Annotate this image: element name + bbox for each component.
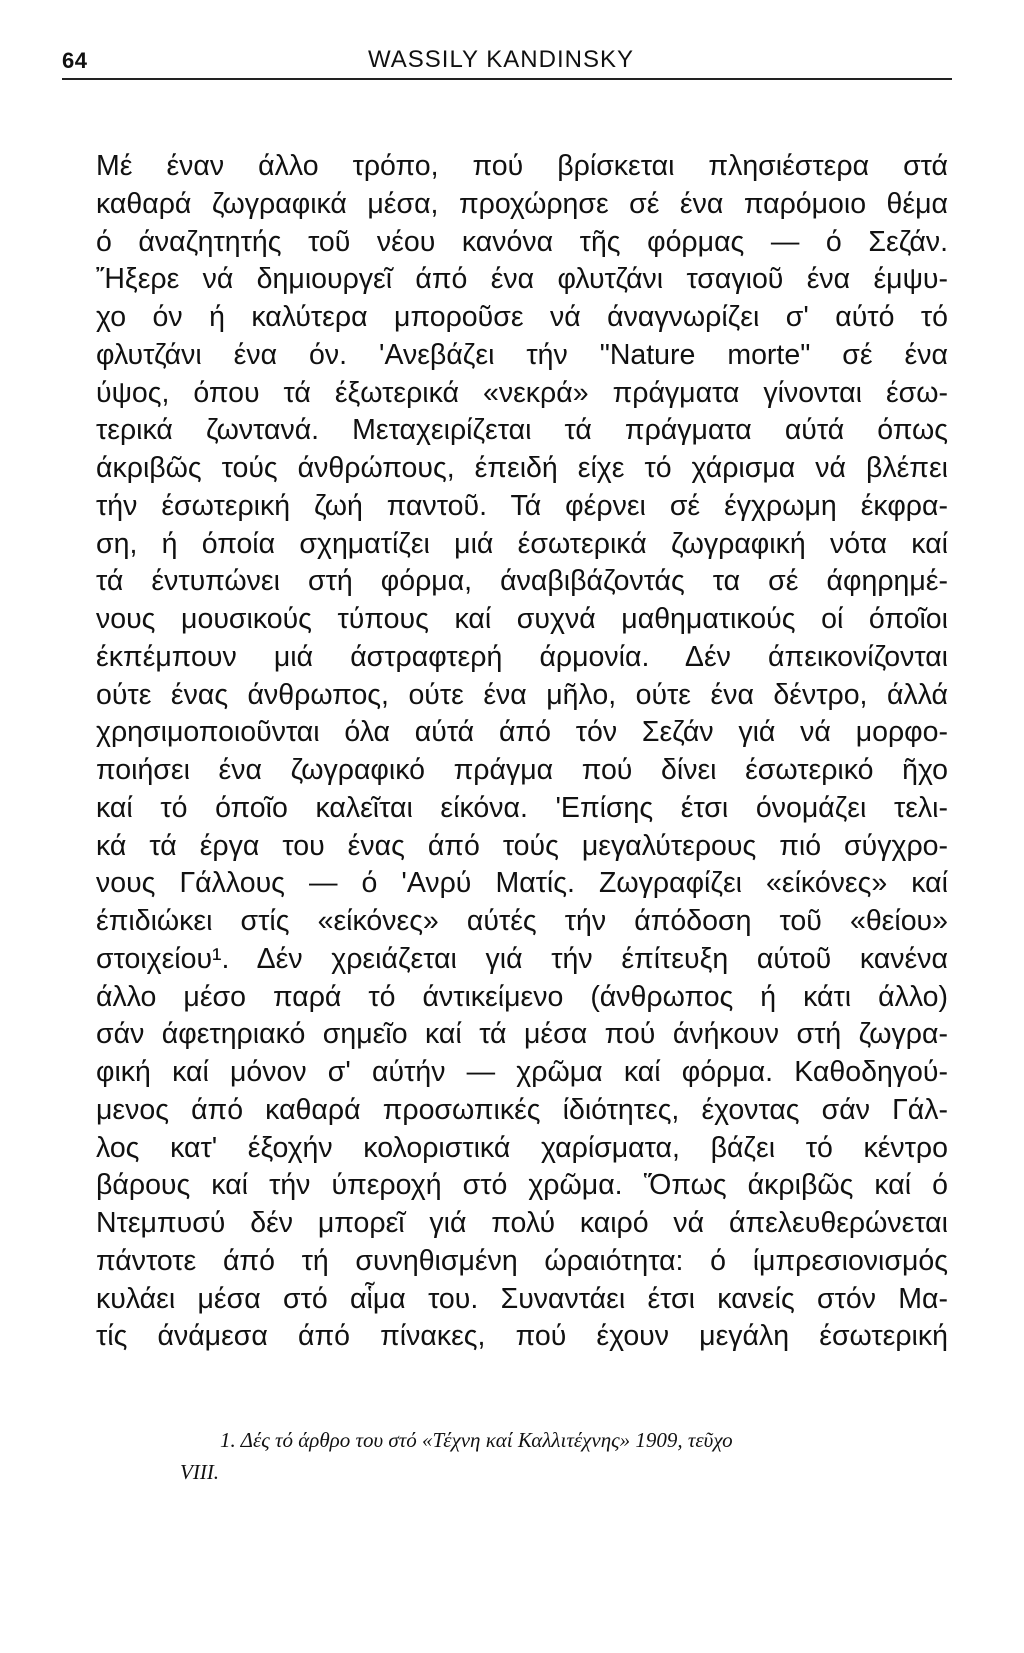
text-line: στοιχείου¹. Δέν χρειάζεται γιά τήν έπίτευξη αύτοῦ κανένα: [96, 942, 948, 975]
text-line: τίς άνάμεσα άπό πίνακες, πού έχουν μεγάλη έσωτερική: [96, 1320, 948, 1353]
text-line: χρησιμοποιοῦνται όλα αύτά άπό τόν Σεζάν γιά νά μορφο-: [96, 716, 948, 749]
text-line: φλυτζάνι ένα όν. 'Ανεβάζει τήν "Nature morte" σέ ένα: [96, 338, 948, 371]
text-line: ποιήσει ένα ζωγραφικό πράγμα πού δίνει έσωτερικό ῆχο: [96, 754, 948, 786]
text-line: νους μουσικούς τύπους καί συχνά μαθηματικούς οί όποῖοι: [96, 603, 948, 635]
page-number: 64: [62, 48, 88, 73]
footnote-line: 1. Δές τό άρθρο του στό «Τέχνη καί Καλλιτέχνης» 1909, τεῦχο: [220, 1428, 733, 1452]
text-line: τήν έσωτερική ζωή παντοῦ. Τά φέρνει σέ έγχρωμη έκφρα-: [96, 489, 948, 522]
text-line: τά έντυπώνει στή φόρμα, άναβιβάζοντάς τα σέ άφηρημέ-: [96, 565, 948, 598]
text-line: άκριβῶς τούς άνθρώπους, έπειδή είχε τό χάρισμα νά βλέπει: [96, 452, 948, 484]
text-line: φική καί μόνον σ' αύτήν — χρῶμα καί φόρμα. Καθοδηγού-: [96, 1056, 948, 1088]
text-line: Μέ έναν άλλο τρόπο, πού βρίσκεται πλησιέστερα στά: [96, 150, 948, 182]
text-line: ό άναζητητής τοῦ νέου κανόνα τῆς φόρμας — ό Σεζάν.: [96, 225, 948, 258]
running-head: WASSILY KANDINSKY: [368, 46, 634, 73]
text-line: σάν άφετηριακό σημεῖο καί τά μέσα πού άνήκουν στή ζωγρα-: [96, 1018, 948, 1051]
text-line: καθαρά ζωγραφικά μέσα, προχώρησε σέ ένα παρόμοιο θέμα: [96, 187, 948, 220]
text-line: έκπέμπουν μιά άστραφτερή άρμονία. Δέν άπεικονίζονται: [96, 640, 948, 673]
text-line: ση, ή όποία σχηματίζει μιά έσωτερικά ζωγραφική νότα καί: [96, 527, 948, 560]
text-line: μενος άπό καθαρά προσωπικές ίδιότητες, έχοντας σάν Γάλ-: [96, 1093, 948, 1126]
header-rule: [62, 78, 952, 80]
text-line: κυλάει μέσα στό αἷμα του. Συναντάει έτσι κανείς στόν Μα-: [96, 1282, 948, 1315]
text-line: έπιδιώκει στίς «είκόνες» αύτές τήν άπόδοση τοῦ «θείου»: [96, 905, 948, 937]
page-header: [62, 44, 952, 84]
text-line: άλλο μέσο παρά τό άντικείμενο (άνθρωπος ή κάτι άλλο): [96, 980, 948, 1013]
text-line: τερικά ζωντανά. Μεταχειρίζεται τά πράγματα αύτά όπως: [96, 414, 948, 447]
text-line: βάρους καί τήν ύπεροχή στό χρῶμα. Ὅπως άκριβῶς καί ό: [96, 1169, 948, 1202]
text-line: ύψος, όπου τά έξωτερικά «νεκρά» πράγματα γίνονται έσω-: [96, 376, 948, 409]
text-line: χο όν ή καλύτερα μποροῦσε νά άναγνωρίζει σ' αύτό τό: [96, 301, 948, 333]
text-line: Ντεμπυσύ δέν μπορεῖ γιά πολύ καιρό νά άπελευθερώνεται: [96, 1207, 948, 1239]
text-line: πάντοτε άπό τή συνηθισμένη ώραιότητα: ό ίμπρεσιονισμός: [96, 1244, 948, 1277]
text-line: νους Γάλλους — ό 'Ανρύ Ματίς. Ζωγραφίζει «είκόνες» καί: [96, 867, 948, 900]
text-line: καί τό όποῖο καλεῖται είκόνα. 'Επίσης έτσι όνομάζει τελι-: [96, 791, 948, 824]
text-line: ούτε ένας άνθρωπος, ούτε ένα μῆλο, ούτε ένα δέντρο, άλλά: [96, 678, 948, 711]
text-line: κά τά έργα του ένας άπό τούς μεγαλύτερους πιό σύγχρο-: [96, 829, 948, 862]
footnote-line: VIII.: [180, 1460, 220, 1484]
text-line: λος κατ' έξοχήν κολοριστικά χαρίσματα, βάζει τό κέντρο: [96, 1131, 948, 1164]
footnotes: [180, 1424, 920, 1488]
body-text: [96, 148, 948, 1356]
text-line: Ἤξερε νά δημιουργεῖ άπό ένα φλυτζάνι τσαγιοῦ ένα έμψυ-: [96, 263, 948, 296]
